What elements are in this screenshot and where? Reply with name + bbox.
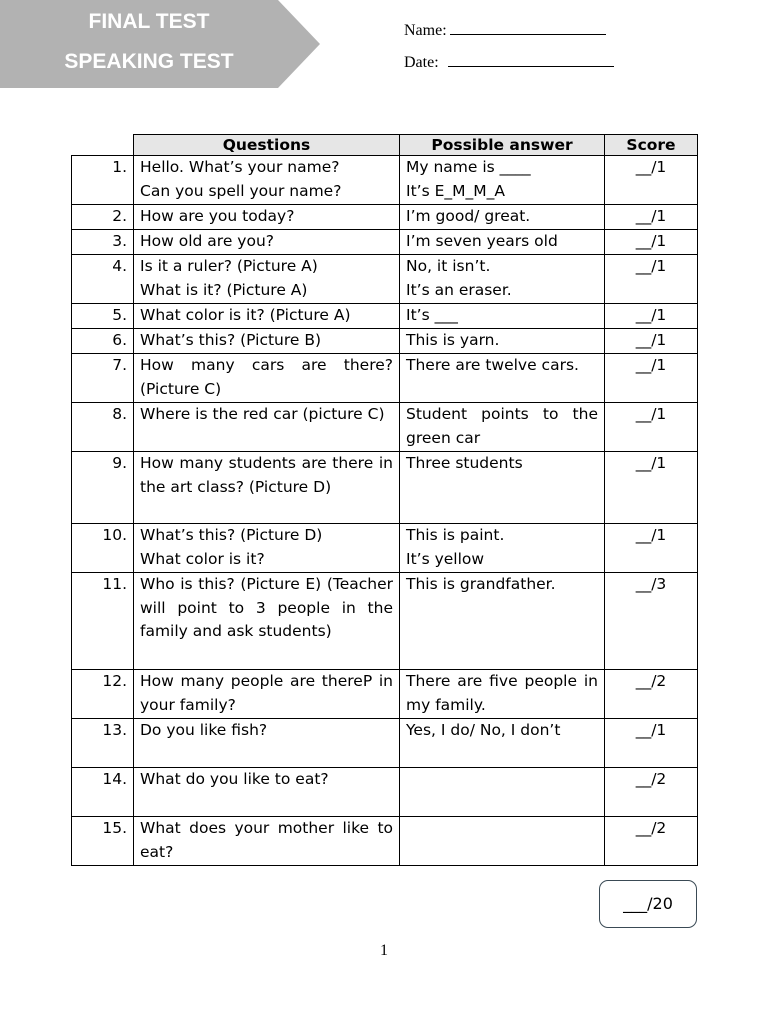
- date-blank-line[interactable]: [448, 52, 614, 67]
- name-blank-line[interactable]: [450, 20, 606, 35]
- answer-text: I’m seven years old: [406, 232, 558, 250]
- table-row: [72, 354, 698, 403]
- score-cell[interactable]: __/1: [605, 329, 698, 354]
- table-row: [72, 304, 698, 329]
- score-cell[interactable]: __/2: [605, 670, 698, 719]
- question-number: 1.: [72, 156, 134, 205]
- table-row: [72, 230, 698, 255]
- score-cell[interactable]: __/1: [605, 524, 698, 573]
- score-cell[interactable]: __/1: [605, 452, 698, 524]
- question-text: What’s this? (Picture B): [140, 331, 322, 349]
- question-cell: [134, 452, 400, 524]
- score-cell[interactable]: __/1: [605, 230, 698, 255]
- question-cell: [134, 573, 400, 670]
- speaking-test-table: [71, 134, 698, 866]
- score-cell[interactable]: __/1: [605, 304, 698, 329]
- date-label: Date:: [404, 54, 439, 71]
- table-header-row: [72, 135, 698, 156]
- answer-text: This is paint.: [406, 526, 505, 544]
- name-field[interactable]: [404, 20, 606, 40]
- answer-cell: [400, 403, 605, 452]
- question-text: Who is this? (Picture E) (Teacher will point to 3 people in the family and ask students): [140, 575, 393, 640]
- answer-cell: [400, 354, 605, 403]
- answer-cell: [400, 719, 605, 768]
- answer-cell: [400, 524, 605, 573]
- question-cell: [134, 156, 400, 205]
- table-body: [72, 156, 698, 866]
- question-number: 11.: [72, 573, 134, 670]
- table-row: [72, 670, 698, 719]
- answer-cell: [400, 255, 605, 304]
- question-text: Is it a ruler? (Picture A): [140, 257, 318, 275]
- table-row: [72, 156, 698, 205]
- question-text: How are you today?: [140, 207, 295, 225]
- score-cell[interactable]: __/1: [605, 403, 698, 452]
- question-cell: [134, 230, 400, 255]
- question-cell: [134, 329, 400, 354]
- answer-cell: [400, 156, 605, 205]
- score-cell[interactable]: __/1: [605, 255, 698, 304]
- table-row: [72, 719, 698, 768]
- question-number: 13.: [72, 719, 134, 768]
- question-cell: [134, 304, 400, 329]
- total-score-box[interactable]: ___/20: [599, 880, 697, 928]
- question-text: How many students are there in the art class? (Picture D): [140, 454, 393, 496]
- question-text: How many cars are there? (Picture C): [140, 356, 393, 398]
- question-number: 3.: [72, 230, 134, 255]
- name-label: Name:: [404, 22, 447, 39]
- question-text: What is it? (Picture A): [140, 280, 308, 299]
- answer-text: It’s ___: [406, 306, 458, 324]
- score-cell[interactable]: __/2: [605, 768, 698, 817]
- banner-subtitle: SPEAKING TEST: [64, 50, 234, 73]
- column-header-questions: Questions: [134, 135, 400, 156]
- question-text: How old are you?: [140, 232, 274, 250]
- question-cell: [134, 403, 400, 452]
- column-header-answer: Possible answer: [400, 135, 605, 156]
- question-text: What does your mother like to eat?: [140, 819, 393, 861]
- question-number: 15.: [72, 817, 134, 866]
- question-text: Where is the red car (picture C): [140, 405, 385, 423]
- question-text: What’s this? (Picture D): [140, 526, 323, 544]
- question-number: 6.: [72, 329, 134, 354]
- question-text: Do you like fish?: [140, 721, 268, 739]
- answer-text: Student points to the green car: [406, 405, 598, 447]
- question-cell: [134, 255, 400, 304]
- score-cell[interactable]: __/1: [605, 354, 698, 403]
- answer-text: There are twelve cars.: [406, 356, 579, 374]
- question-number: 12.: [72, 670, 134, 719]
- answer-cell: [400, 304, 605, 329]
- date-field[interactable]: [404, 52, 614, 72]
- answer-cell: [400, 230, 605, 255]
- answer-text: This is yarn.: [406, 331, 500, 349]
- table-row: [72, 255, 698, 304]
- question-number: 14.: [72, 768, 134, 817]
- question-cell: [134, 670, 400, 719]
- table-row: [72, 524, 698, 573]
- column-header-score: Score: [605, 135, 698, 156]
- answer-text: It’s an eraser.: [406, 280, 512, 299]
- answer-text: It’s E_M_M_A: [406, 181, 505, 200]
- answer-text: It’s yellow: [406, 549, 485, 568]
- question-cell: [134, 524, 400, 573]
- table-row: [72, 403, 698, 452]
- table-row: [72, 205, 698, 230]
- question-text: How many people are thereP in your family?: [140, 672, 393, 714]
- table-row: [72, 768, 698, 817]
- question-text: Hello. What’s your name?: [140, 158, 340, 176]
- score-cell[interactable]: __/3: [605, 573, 698, 670]
- answer-text: There are five people in my family.: [406, 672, 598, 714]
- table-row: [72, 817, 698, 866]
- question-cell: [134, 768, 400, 817]
- answer-cell: [400, 452, 605, 524]
- header-corner: [72, 135, 134, 156]
- score-cell[interactable]: __/1: [605, 205, 698, 230]
- table-row: [72, 573, 698, 670]
- question-cell: [134, 719, 400, 768]
- answer-text: I’m good/ great.: [406, 207, 531, 225]
- score-cell[interactable]: __/1: [605, 719, 698, 768]
- table-row: [72, 329, 698, 354]
- question-number: 5.: [72, 304, 134, 329]
- banner-title: FINAL TEST: [88, 10, 210, 33]
- answer-cell: [400, 817, 605, 866]
- answer-text: This is grandfather.: [406, 575, 556, 593]
- answer-cell: [400, 670, 605, 719]
- answer-text: My name is ____: [406, 158, 531, 176]
- score-cell[interactable]: __/2: [605, 817, 698, 866]
- score-cell[interactable]: __/1: [605, 156, 698, 205]
- answer-cell: [400, 205, 605, 230]
- answer-cell: [400, 573, 605, 670]
- question-text: Can you spell your name?: [140, 181, 342, 200]
- question-number: 10.: [72, 524, 134, 573]
- question-text: What do you like to eat?: [140, 770, 329, 788]
- table-row: [72, 452, 698, 524]
- question-number: 8.: [72, 403, 134, 452]
- question-number: 2.: [72, 205, 134, 230]
- question-text: What color is it?: [140, 549, 265, 568]
- question-number: 7.: [72, 354, 134, 403]
- question-cell: [134, 354, 400, 403]
- question-cell: [134, 205, 400, 230]
- answer-text: Three students: [406, 454, 523, 472]
- question-number: 4.: [72, 255, 134, 304]
- answer-text: No, it isn’t.: [406, 257, 491, 275]
- answer-cell: [400, 329, 605, 354]
- answer-cell: [400, 768, 605, 817]
- question-text: What color is it? (Picture A): [140, 306, 351, 324]
- question-cell: [134, 817, 400, 866]
- question-number: 9.: [72, 452, 134, 524]
- answer-text: Yes, I do/ No, I don’t: [406, 721, 561, 739]
- page-number: 1: [380, 942, 388, 959]
